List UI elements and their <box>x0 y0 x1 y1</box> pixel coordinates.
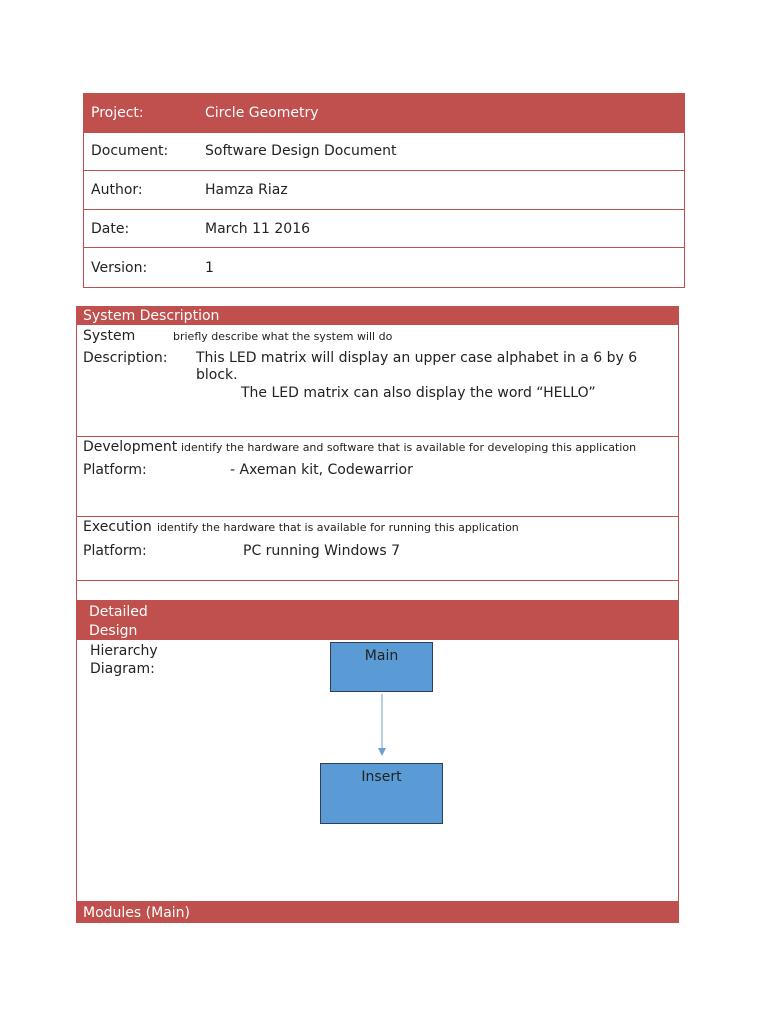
project-label: Project: <box>91 104 144 121</box>
spacer-row <box>76 581 679 601</box>
development-hint: identify the hardware and software that is available for developing this application <box>181 441 637 454</box>
execution-hint: identify the hardware that is available for running this application <box>157 521 519 534</box>
hierarchy-label-1: Hierarchy <box>90 643 158 659</box>
date-value: March 11 2016 <box>205 220 311 237</box>
description-hint: briefly describe what the system will do <box>173 330 393 343</box>
development-label-2: Platform: <box>83 462 147 478</box>
execution-text: PC running Windows 7 <box>243 543 400 559</box>
header-row-date <box>84 210 684 249</box>
insert-node: Insert <box>320 763 443 824</box>
detailed-design-bar <box>76 601 679 640</box>
development-label-1: Development <box>83 439 178 455</box>
description-text-3: The LED matrix can also display the word “HELLO” <box>241 385 596 401</box>
connector-arrow <box>370 692 394 758</box>
header-row-version <box>84 248 684 287</box>
description-text-2: block. <box>196 367 238 383</box>
description-section <box>76 325 679 437</box>
author-value: Hamza Riaz <box>205 181 288 198</box>
development-text: - Axeman kit, Codewarrior <box>230 462 413 478</box>
execution-section <box>76 517 679 581</box>
header-row-author <box>84 171 684 210</box>
modules-main-title: Modules (Main) <box>76 902 679 923</box>
description-label-1: System <box>83 328 136 344</box>
document-value: Software Design Document <box>205 143 397 160</box>
document-label: Document: <box>91 143 169 160</box>
project-value: Circle Geometry <box>205 104 319 121</box>
version-label: Version: <box>91 259 148 276</box>
document-header-table <box>83 93 685 288</box>
hierarchy-label-2: Diagram: <box>90 661 155 677</box>
detailed-design-title-2: Design <box>89 623 138 639</box>
author-label: Author: <box>91 181 143 198</box>
header-row-document <box>84 133 684 172</box>
description-label-2: Description: <box>83 350 168 366</box>
header-row-project <box>84 94 684 133</box>
execution-label-1: Execution <box>83 519 152 535</box>
system-description-title: System Description <box>76 306 679 325</box>
development-section <box>76 437 679 517</box>
version-value: 1 <box>205 259 214 276</box>
execution-label-2: Platform: <box>83 543 147 559</box>
detailed-design-title-1: Detailed <box>89 604 148 620</box>
description-text-1: This LED matrix will display an upper case alphabet in a 6 by 6 <box>196 350 638 366</box>
main-node: Main <box>330 642 433 692</box>
date-label: Date: <box>91 220 130 237</box>
